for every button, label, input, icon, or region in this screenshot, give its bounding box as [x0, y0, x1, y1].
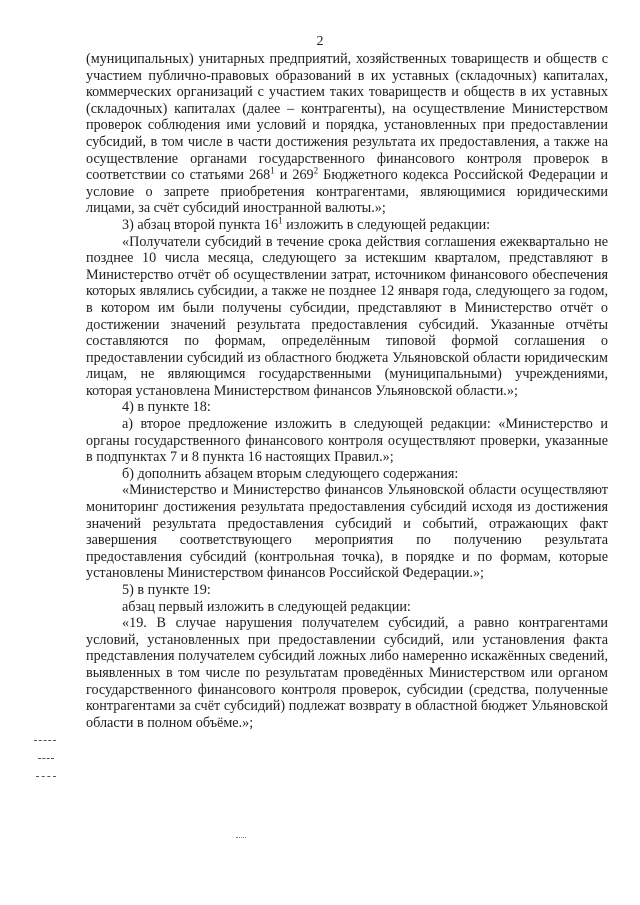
superscript: 2 [313, 165, 319, 176]
paragraph-text: 4) в пункте 18: [122, 399, 211, 416]
paragraph-p7 [86, 482, 608, 582]
document-body [86, 51, 608, 731]
superscript: 1 [270, 165, 275, 176]
paragraph-p3 [86, 234, 608, 400]
paragraph-p6 [86, 466, 608, 483]
paragraph-text: «19. В случае нарушения получателем субсидий, а равно контрагентами условий, установленных при предоставлении субсидий, или установления факта представления получателем субсидий ложных либо намеренно искажённых сведений, выявленных в том числе по результатам проведённых Министерством или органом государственного финансового контроля проверок, субсидии (средства, полученные контрагентами за счёт субсидий) подлежат возврату в областной бюджет Ульяновской области в полном объёме.»; [86, 615, 608, 731]
paragraph-p2 [86, 217, 608, 234]
superscript: 1 [278, 215, 283, 226]
paragraph-text: (муниципальных) унитарных предприятий, хозяйственных товариществ и обществ с участием публично-правовых образований в их уставных (складочных) капиталах, коммерческих организаций с участием таких товариществ и обществ в их уставных (складочных) капиталах (далее – контрагенты), на осуществление Министерством проверок соблюдения ими условий и порядка, установленных при предоставлении субсидий, в том числе в части достижения результата их предоставления, а также на осуществление органами государственного финансового контроля проверок в соответствии со статьями 268 [86, 51, 608, 184]
paragraph-text: изложить в следующей редакции: [282, 216, 491, 233]
paragraph-text: «Министерство и Министерство финансов Ульяновской области осуществляют мониторинг достижения результата предоставления субсидий исходя из достижения значений результата предоставления субсидий и событий, отражающих факт завершения соответствующего мероприятия по получению результата предоставления субсидий (контрольная точка), в порядке и по формам, которые установлены Министерством финансов Российской Федерации.»; [86, 482, 608, 582]
paragraph-text: а) второе предложение изложить в следующей редакции: «Министерство и органы государственного финансового контроля осуществляют проверки, указанные в подпунктах 7 и 8 пункта 16 настоящих Правил.»; [86, 416, 608, 466]
paragraph-text: 5) в пункте 19: [122, 582, 211, 598]
scan-artifact [236, 833, 246, 838]
paragraph-text: Бюджетного кодекса Российской Федерации и условие о запрете приобретения контрагентами, являющимися юридическими лицами, за счёт субсидий иностранной валюты.»; [86, 167, 609, 217]
paragraph-text: 3) абзац второй пункта 16 [122, 216, 279, 233]
paragraph-text: и 269 [274, 167, 314, 184]
page-number: 2 [316, 34, 324, 49]
paragraph-p1 [86, 51, 608, 217]
paragraph-text: «Получатели субсидий в течение срока действия соглашения ежеквартально не позднее 10 числа месяца, следующего за истекшим кварталом, представляют в Министерство отчёт об осуществлении затрат, источником финансового обеспечения которых являлись субсидии, а также не позднее 12 января года, следующего за годом, в котором им были получены субсидии, представляют в Министерство отчёт о достижении значений результата предоставления субсидий. Указанные отчёты составляются по формам, определённым типовой формой соглашения о предоставлении субсидий из областного бюджета Ульяновской области юридическим лицам, не являющимся государственными (муниципальными) учреждениями, которая установлена Министерством финансов Ульяновской области.»; [86, 233, 608, 399]
paragraph-p10 [86, 615, 608, 731]
paragraph-text: б) дополнить абзацем вторым следующего содержания: [122, 465, 459, 482]
paragraph-text: абзац первый изложить в следующей редакции: [122, 598, 411, 615]
paragraph-p4 [86, 399, 608, 416]
paragraph-p9 [86, 599, 608, 616]
paragraph-p8 [86, 582, 608, 599]
paragraph-p5 [86, 416, 608, 466]
